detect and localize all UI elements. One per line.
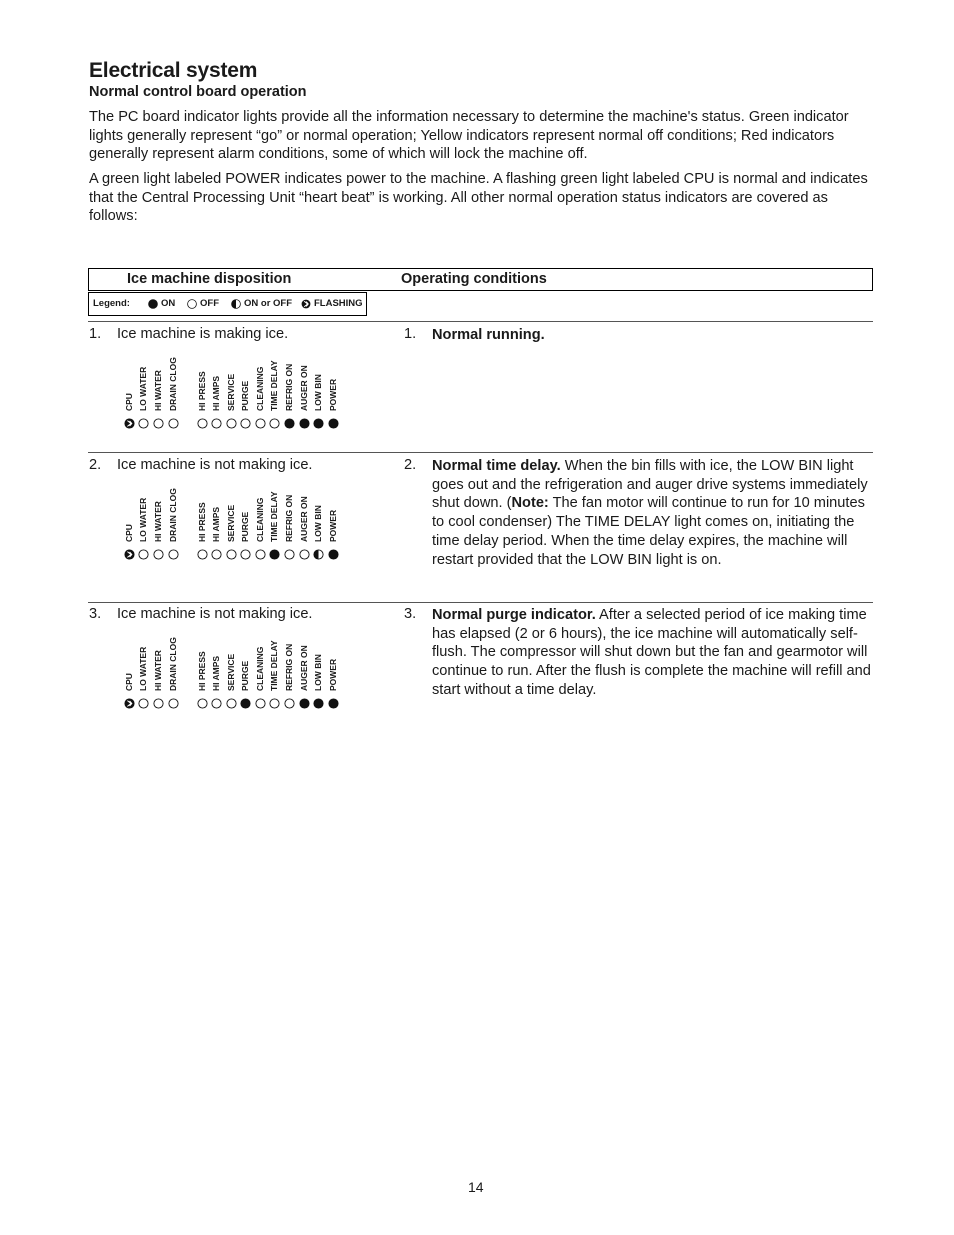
indicator-label: DRAIN CLOG [168,637,178,691]
indicator-label: HI AMPS [211,506,221,542]
legend-on-or-off [231,298,292,309]
led-off-icon [269,698,280,709]
indicator-label: LO WATER [138,366,148,411]
table-rule [88,321,873,322]
led-on-icon [148,299,158,309]
led-off-icon [168,698,179,709]
led-off-icon [197,549,208,560]
led-on-icon [328,549,339,560]
led-off-icon [211,698,222,709]
led-off-icon [240,418,251,429]
led-off-icon [153,698,164,709]
led-off-icon [284,698,295,709]
condition-text [432,326,872,345]
indicator-label: POWER [328,378,338,411]
indicator-label: HI WATER [153,370,163,411]
indicator-label: DRAIN CLOG [168,488,178,542]
indicator-label: LOW BIN [313,654,323,691]
led-off-icon [284,549,295,560]
condition-title: Normal time delay. [432,458,561,474]
led-on-icon [299,418,310,429]
indicator-label: TIME DELAY [269,491,279,542]
row-disposition: Ice machine is not making ice. [117,457,313,473]
condition-body: After a selected period of ice making time has elapsed (2 or 6 hours), the ice machine will automatically self-flush. The compressor will shut down but the fan and gearmotor will continue to run. After the flush is complete the machine will refill and start without a time delay. [432,607,871,698]
condition-number: 3. [404,606,417,622]
indicator-label: HI WATER [153,650,163,691]
led-off-icon [269,418,280,429]
led-flashing-icon [124,698,135,709]
indicator-label: LO WATER [138,646,148,691]
indicator-label: DRAIN CLOG [168,357,178,411]
indicator-label: SERVICE [226,653,236,691]
led-off-icon [299,549,310,560]
page-number: 14 [468,1179,484,1195]
led-on-icon [328,698,339,709]
indicator-label: SERVICE [226,504,236,542]
led-off-icon [138,418,149,429]
legend-on-or-off-text: ON or OFF [244,298,293,309]
indicator-label: CPU [124,673,134,691]
indicator-label: CLEANING [255,497,265,542]
led-on-icon [240,698,251,709]
indicator-label: PURGE [240,380,250,411]
indicator-label: POWER [328,658,338,691]
led-flashing-icon [124,549,135,560]
led-off-icon [226,698,237,709]
col-conditions-header: Operating conditions [401,271,547,287]
legend-on-text: ON [161,298,176,309]
indicator-label: REFRIG ON [284,363,294,411]
led-off-icon [153,418,164,429]
indicator-label: PURGE [240,660,250,691]
indicator-label: HI AMPS [211,375,221,411]
indicator-label: CLEANING [255,646,265,691]
indicator-label: REFRIG ON [284,494,294,542]
indicator-label: POWER [328,509,338,542]
led-off-icon [168,418,179,429]
condition-body: When the bin fills with ice, the LOW BIN light goes out and the refrigeration and auger drive systems immediately shut down. ( [432,458,868,512]
led-off-icon [255,549,266,560]
led-off-icon [187,299,197,309]
led-on-icon [269,549,280,560]
indicator-label: REFRIG ON [284,643,294,691]
indicator-label: HI PRESS [197,502,207,542]
row-number: 1. [89,326,102,342]
condition-title: Normal running. [432,327,545,343]
condition-note: Note: [511,495,549,512]
led-on-icon [313,698,324,709]
led-off-icon [153,549,164,560]
indicator-label: LO WATER [138,497,148,542]
indicator-label: LOW BIN [313,505,323,542]
led-off-icon [211,549,222,560]
power-paragraph: A green light labeled POWER indicates power to the machine. A flashing green light labeled CPU is normal and indicates that the Central Processing Unit “heart beat” is working. All other normal operation status indicators are covered as follows: [89,171,868,225]
col-disposition-header: Ice machine disposition [127,271,292,287]
led-off-icon [226,549,237,560]
indicator-label: CLEANING [255,366,265,411]
led-off-icon [138,698,149,709]
section-subtitle: Normal control board operation [89,84,307,100]
legend-flashing [301,298,363,309]
led-on-icon [328,418,339,429]
legend-box [88,292,367,316]
condition-body: The fan motor will continue to run for 10 minutes to cool condenser) The TIME DELAY light comes on, initiating the time delay period. When the time delay expires, the machine will restart provided that the LOW BIN light is on. [432,495,865,568]
led-off-icon [240,549,251,560]
condition-text [432,457,872,569]
row-number: 3. [89,606,102,622]
led-on-or-off-icon [231,299,241,309]
indicator-label: HI PRESS [197,371,207,411]
indicator-label: TIME DELAY [269,640,279,691]
table-rule [88,452,873,453]
indicator-label: CPU [124,393,134,411]
led-off-icon [197,698,208,709]
row-disposition: Ice machine is making ice. [117,326,289,342]
indicator-label: CPU [124,524,134,542]
condition-number: 2. [404,457,417,473]
indicator-label: AUGER ON [299,645,309,691]
led-on-icon [299,698,310,709]
led-off-icon [255,418,266,429]
led-off-icon [197,418,208,429]
led-off-icon [211,418,222,429]
led-on-icon [313,418,324,429]
led-on-icon [284,418,295,429]
legend-off [187,298,219,309]
legend-label: Legend: [93,298,130,309]
led-off-icon [168,549,179,560]
legend-flashing-text: FLASHING [314,298,363,309]
table-rule [88,602,873,603]
indicator-label: HI AMPS [211,655,221,691]
row-number: 2. [89,457,102,473]
legend-off-text: OFF [200,298,219,309]
led-off-icon [226,418,237,429]
page-title: Electrical system [89,59,258,82]
intro-paragraph: The PC board indicator lights provide all the information necessary to determine the machine's status. Green indicator lights generally represent “go” or normal operation; Yellow indicators represent normal off conditions; Red indicators generally represent alarm conditions, some of which will lock the machine off. [89,109,849,163]
led-off-icon [255,698,266,709]
indicator-label: TIME DELAY [269,360,279,411]
condition-number: 1. [404,326,417,342]
legend-on [148,298,175,309]
led-flashing-icon [301,299,311,309]
indicator-label: HI PRESS [197,651,207,691]
row-disposition: Ice machine is not making ice. [117,606,313,622]
indicator-label: SERVICE [226,373,236,411]
condition-title: Normal purge indicator. [432,607,596,623]
condition-text [432,606,872,700]
indicator-label: AUGER ON [299,496,309,542]
led-off-icon [138,549,149,560]
indicator-label: LOW BIN [313,374,323,411]
indicator-label: PURGE [240,511,250,542]
led-flashing-icon [124,418,135,429]
led-onoff-icon [313,549,324,560]
indicator-label: HI WATER [153,501,163,542]
indicator-label: AUGER ON [299,365,309,411]
